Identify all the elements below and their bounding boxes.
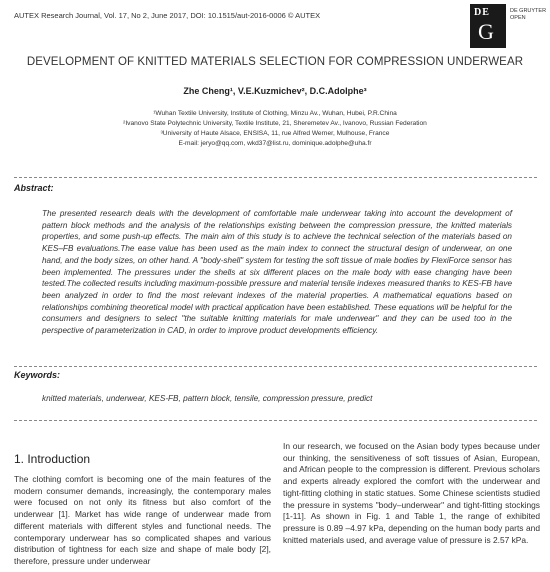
paper-title: DEVELOPMENT OF KNITTED MATERIALS SELECTION FOR COMPRESSION UNDERWEAR: [26, 56, 524, 68]
logo-g-text: G: [478, 19, 494, 44]
publisher-logo[interactable]: [470, 4, 506, 48]
keywords-bottom-rule: [14, 420, 537, 421]
affiliation-2: ²Ivanovo State Polytechnic University, Textile Institute, 21, Sheremetev Av., Ivanovo, Russian Federation: [123, 120, 427, 127]
author-emails[interactable]: E-mail: jeryo@qq.com, wkd37@list.ru, dominique.adolphe@uha.fr: [178, 140, 372, 147]
abstract-text: The presented research deals with the development of comfortable male underwear taking into account the development of pattern block methods and the analysis of the relationships existing between the compression pressure, the knitted materials properties, and some push-up effects. The main aim of this study is to achieve the technical selection of the materials based on KES–FB evaluations.The ease value has been used as the main index to connect the structural design of underwear, on one hand, and the body sizes, on other hand. A "body-shell" system for testing the soft tissue of male bodies by FlexiForce sensor has been implemented. The pressures under the shells at six different places on the male body with ease changing have been tested.The collected results including maximum-possible pressure and material tensile indexes measured thanks to KES-FB have been analyzed in order to find the most relevant indexes of the material properties. A mathematical equations based on relationships combining theoretical model with practical application have been established. These equations will be helpful for the consumers and designers to select "the suitable knitting materials for male underwear" and they can be used too in the perspective of parameterization in CAD, in order to improve product developments efficiency.: [42, 209, 512, 336]
publisher-name: [510, 8, 546, 22]
intro-left-column: The clothing comfort is becoming one of the main features of the modern consumer demands, increasingly, the contemporary males were focused on not only its fitness but also comfort of the underwear [1]. Market has wide range of underwear made from different materials with different styles and functional needs. The contemporary underwear has so complicated shapes and various distribution of tightness for each size and shape of male body [2], therefore, pressure under underwear: [14, 474, 271, 566]
abstract-top-rule: [14, 177, 537, 178]
keywords-heading: Keywords:: [14, 370, 61, 380]
affiliation-1: ¹Wuhan Textile University, Institute of Clothing, Minzu Av., Wuhan, Hubei, P.R.China: [153, 110, 397, 117]
section-heading-introduction: 1. Introduction: [14, 452, 91, 466]
journal-info: AUTEX Research Journal, Vol. 17, No 2, June 2017, DOI: 10.1515/aut-2016-0006 © AUTEX: [14, 11, 321, 20]
intro-right-column: In our research, we focused on the Asian body types because under our thinking, the sensitiveness of soft tissues of Asian, European, and African people to the compression is different. Previous scholars and experts already explored the comfort with the underwear and tight-fitting clothing in static statues. Some Chinese scientists studied the pressure in systems "body–underwear" and tight-fitting stockings [1-11]. As shown in Fig. 1 and Table 1, the range of exhibited pressure is 0.89 –4.97 kPa, depending on the human body parts and knitted materials used, and average value of pressure is 2.57 kPa.: [283, 441, 540, 545]
abstract-heading: Abstract:: [14, 183, 54, 193]
logo-de-text: DE: [474, 7, 490, 18]
authors: Zhe Cheng¹, V.E.Kuzmichev², D.C.Adolphe³: [183, 86, 367, 96]
publisher-line1: DE GRUYTER: [510, 8, 547, 14]
keywords-text: knitted materials, underwear, KES-FB, pattern block, tensile, compression pressure, predict: [42, 394, 373, 403]
affiliation-3: ³University of Haute Alsace, ENSISA, 11, rue Alfred Werner, Mulhouse, France: [160, 130, 390, 137]
keywords-top-rule: [14, 366, 537, 367]
publisher-line2: OPEN: [510, 15, 526, 21]
